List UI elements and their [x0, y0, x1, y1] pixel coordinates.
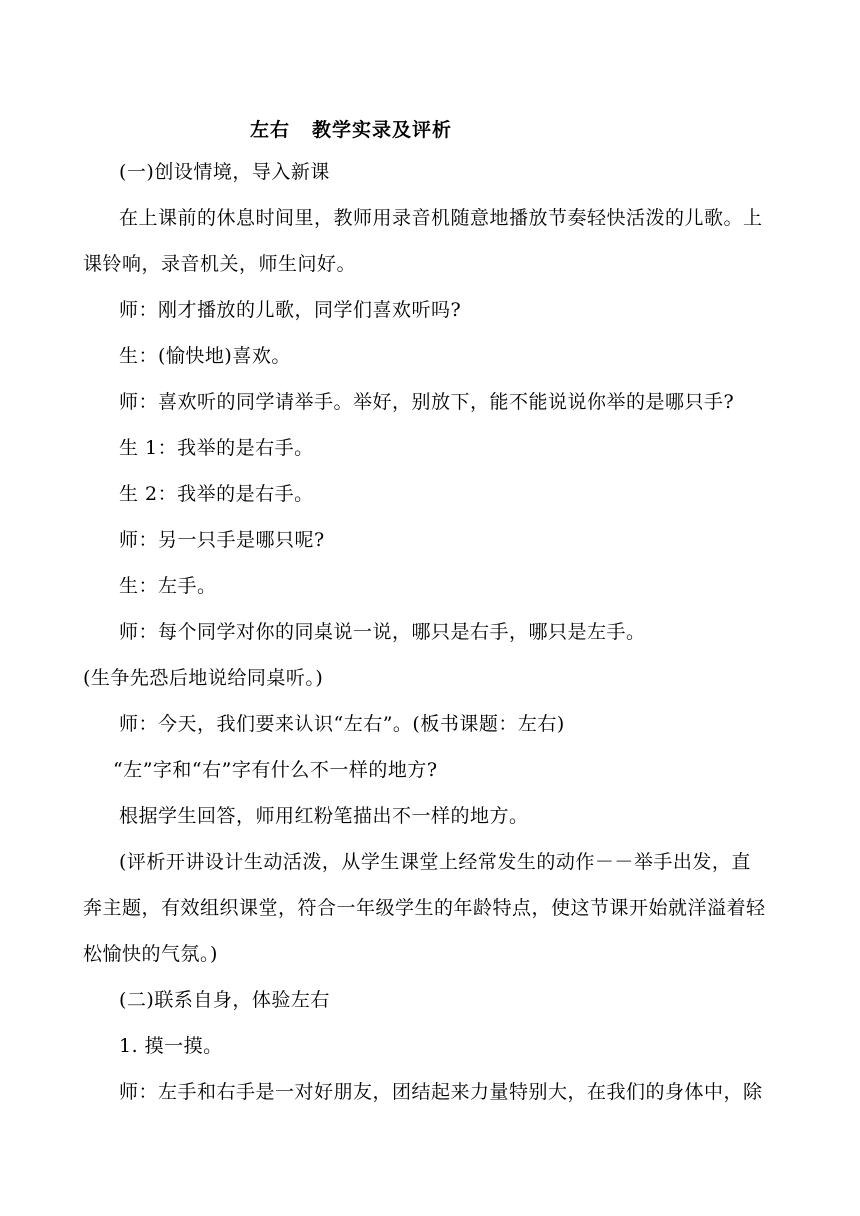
title-part-2: 教学实录及评析 — [312, 119, 453, 141]
commentary-line: (评析开讲设计生动活泼，从学生课堂上经常发生的动作－－举手出发，直 — [119, 851, 751, 873]
dialogue-line: 生：(愉快地)喜欢。 — [119, 345, 291, 367]
commentary-line: 奔主题，有效组织课堂，符合一年级学生的年龄特点，使这节课开始就洋溢着轻 — [83, 897, 766, 919]
dialogue-line: 师：每个同学对你的同桌说一说，哪只是右手，哪只是左手。 — [119, 621, 646, 643]
paragraph-line: 课铃响，录音机关，师生问好。 — [83, 253, 357, 275]
dialogue-line: 师：刚才播放的儿歌，同学们喜欢听吗? — [119, 299, 462, 321]
dialogue-line: 师：今天，我们要来认识“左右”。(板书课题：左右) — [119, 713, 565, 735]
title-part-1: 左右 — [250, 119, 291, 141]
dialogue-line: 师：另一只手是哪只呢? — [119, 529, 325, 551]
section-heading-1: (一)创设情境，导入新课 — [119, 161, 330, 183]
paragraph-line: 在上课前的休息时间里，教师用录音机随意地播放节奏轻快活泼的儿歌。上 — [119, 207, 763, 229]
document-title — [250, 115, 452, 142]
dialogue-line: 生 1：我举的是右手。 — [119, 437, 314, 459]
commentary-line: 松愉快的气氛。) — [83, 943, 218, 965]
list-item: 1. 摸一摸。 — [119, 1035, 223, 1057]
stage-direction-line: (生争先恐后地说给同桌听。) — [83, 667, 324, 689]
dialogue-line: 师：左手和右手是一对好朋友，团结起来力量特别大，在我们的身体中，除 — [119, 1081, 763, 1103]
dialogue-line: “左”字和“右”字有什么不一样的地方? — [113, 759, 438, 781]
dialogue-line: 生：左手。 — [119, 575, 217, 597]
paragraph-line: 根据学生回答，师用红粉笔描出不一样的地方。 — [119, 805, 529, 827]
section-heading-2: (二)联系自身，体验左右 — [119, 989, 330, 1011]
dialogue-line: 生 2：我举的是右手。 — [119, 483, 314, 505]
dialogue-line: 师：喜欢听的同学请举手。举好，别放下，能不能说说你举的是哪只手? — [119, 391, 735, 413]
